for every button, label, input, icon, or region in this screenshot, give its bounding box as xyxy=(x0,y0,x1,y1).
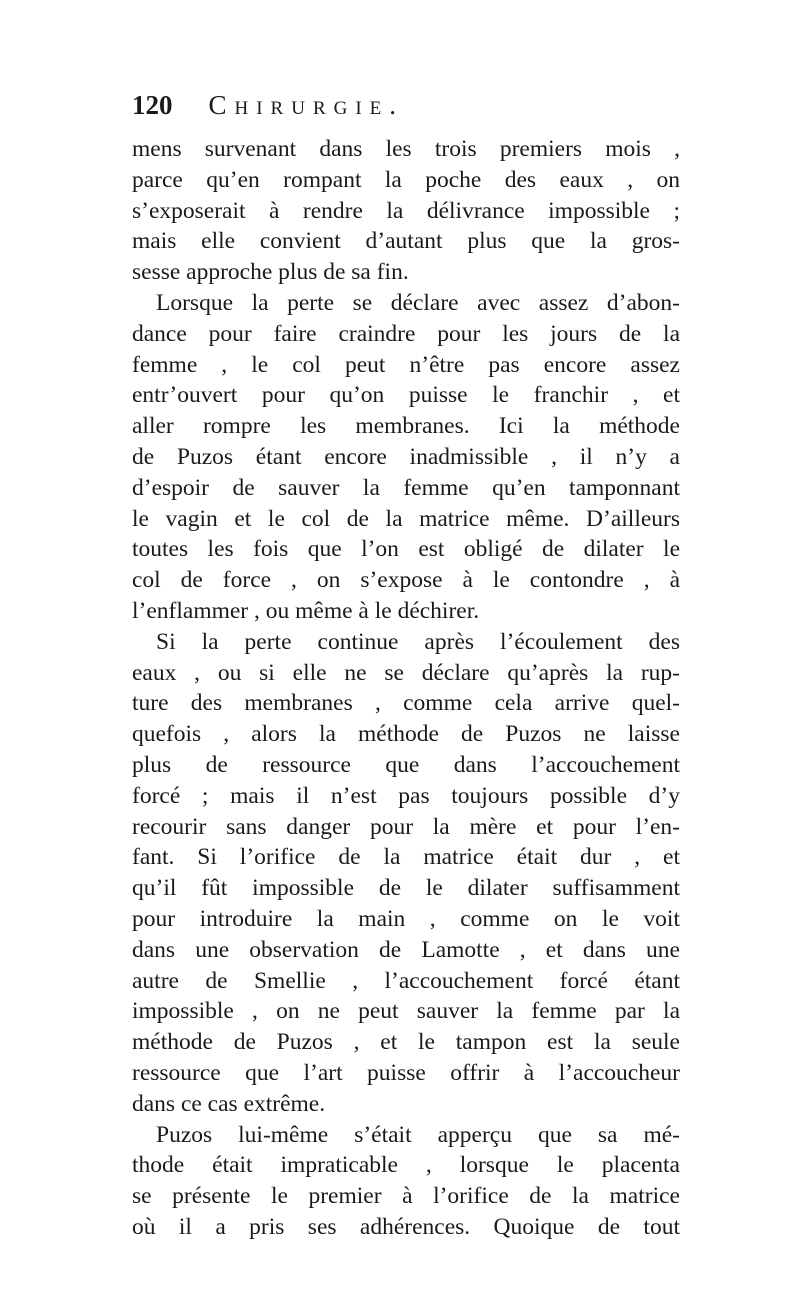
text-line: fant. Si l’orifice de la matrice était dur , et xyxy=(132,844,680,871)
page-number: 120 xyxy=(132,90,173,120)
text-line: s’exposerait à rendre la délivrance impossible ; xyxy=(132,197,680,224)
text-line: plus de ressource que dans l’accouchement xyxy=(132,751,680,778)
text-line: forcé ; mais il n’est pas toujours possible d’y xyxy=(132,782,680,809)
text-line: Si la perte continue après l’écoulement des xyxy=(156,628,680,655)
text-line: femme , le col peut n’être pas encore assez xyxy=(132,351,680,378)
text-line: thode était impraticable , lorsque le placenta xyxy=(132,1152,680,1179)
running-head xyxy=(132,90,680,124)
text-line: entr’ouvert pour qu’on puisse le franchir , et xyxy=(132,382,680,409)
text-line: où il a pris ses adhérences. Quoique de tout xyxy=(132,1213,680,1240)
text-line: aller rompre les membranes. Ici la méthode xyxy=(132,413,680,440)
text-line: mais elle convient d’autant plus que la gros- xyxy=(132,228,680,255)
text-line: toutes les fois que l’on est obligé de dilater le xyxy=(132,536,680,563)
text-line: parce qu’en rompant la poche des eaux , on xyxy=(132,166,680,193)
text-line: Lorsque la perte se déclare avec assez d’abon- xyxy=(156,289,680,316)
text-line: autre de Smellie , l’accouchement forcé étant xyxy=(132,967,680,994)
text-line: mens survenant dans les trois premiers mois , xyxy=(132,136,680,162)
text-line: impossible , on ne peut sauver la femme par la xyxy=(132,998,680,1025)
text-line: ressource que l’art puisse offrir à l’accoucheur xyxy=(132,1059,680,1086)
running-title: Chirurgie. xyxy=(208,90,405,120)
text-line: méthode de Puzos , et le tampon est la seule xyxy=(132,1029,680,1056)
text-line: Puzos lui-même s’était apperçu que sa mé- xyxy=(156,1121,680,1148)
text-line: d’espoir de sauver la femme qu’en tamponnant xyxy=(132,474,680,501)
text-line: eaux , ou si elle ne se déclare qu’après la rup- xyxy=(132,659,680,686)
text-line: qu’il fût impossible de le dilater suffisamment xyxy=(132,875,680,902)
body-text xyxy=(132,134,680,1243)
text-line: dans une observation de Lamotte , et dans une xyxy=(132,936,680,963)
text-line: sesse approche plus de sa fin. xyxy=(132,259,409,286)
text-line: de Puzos étant encore inadmissible , il n’y a xyxy=(132,443,680,470)
text-line: ture des membranes , comme cela arrive quel- xyxy=(132,690,680,717)
text-line: dans ce cas extrême. xyxy=(132,1090,326,1117)
text-line: quefois , alors la méthode de Puzos ne laisse xyxy=(132,721,680,748)
text-line: pour introduire la main , comme on le voit xyxy=(132,905,680,932)
text-line: l’enflammer , ou même à le déchirer. xyxy=(132,597,480,624)
text-line: col de force , on s’expose à le contondre , à xyxy=(132,567,680,594)
text-line: dance pour faire craindre pour les jours de la xyxy=(132,320,680,347)
text-line: se présente le premier à l’orifice de la matrice xyxy=(132,1183,680,1210)
text-line: le vagin et le col de la matrice même. D’ailleurs xyxy=(132,505,680,532)
text-line: recourir sans danger pour la mère et pour l’en- xyxy=(132,813,680,840)
